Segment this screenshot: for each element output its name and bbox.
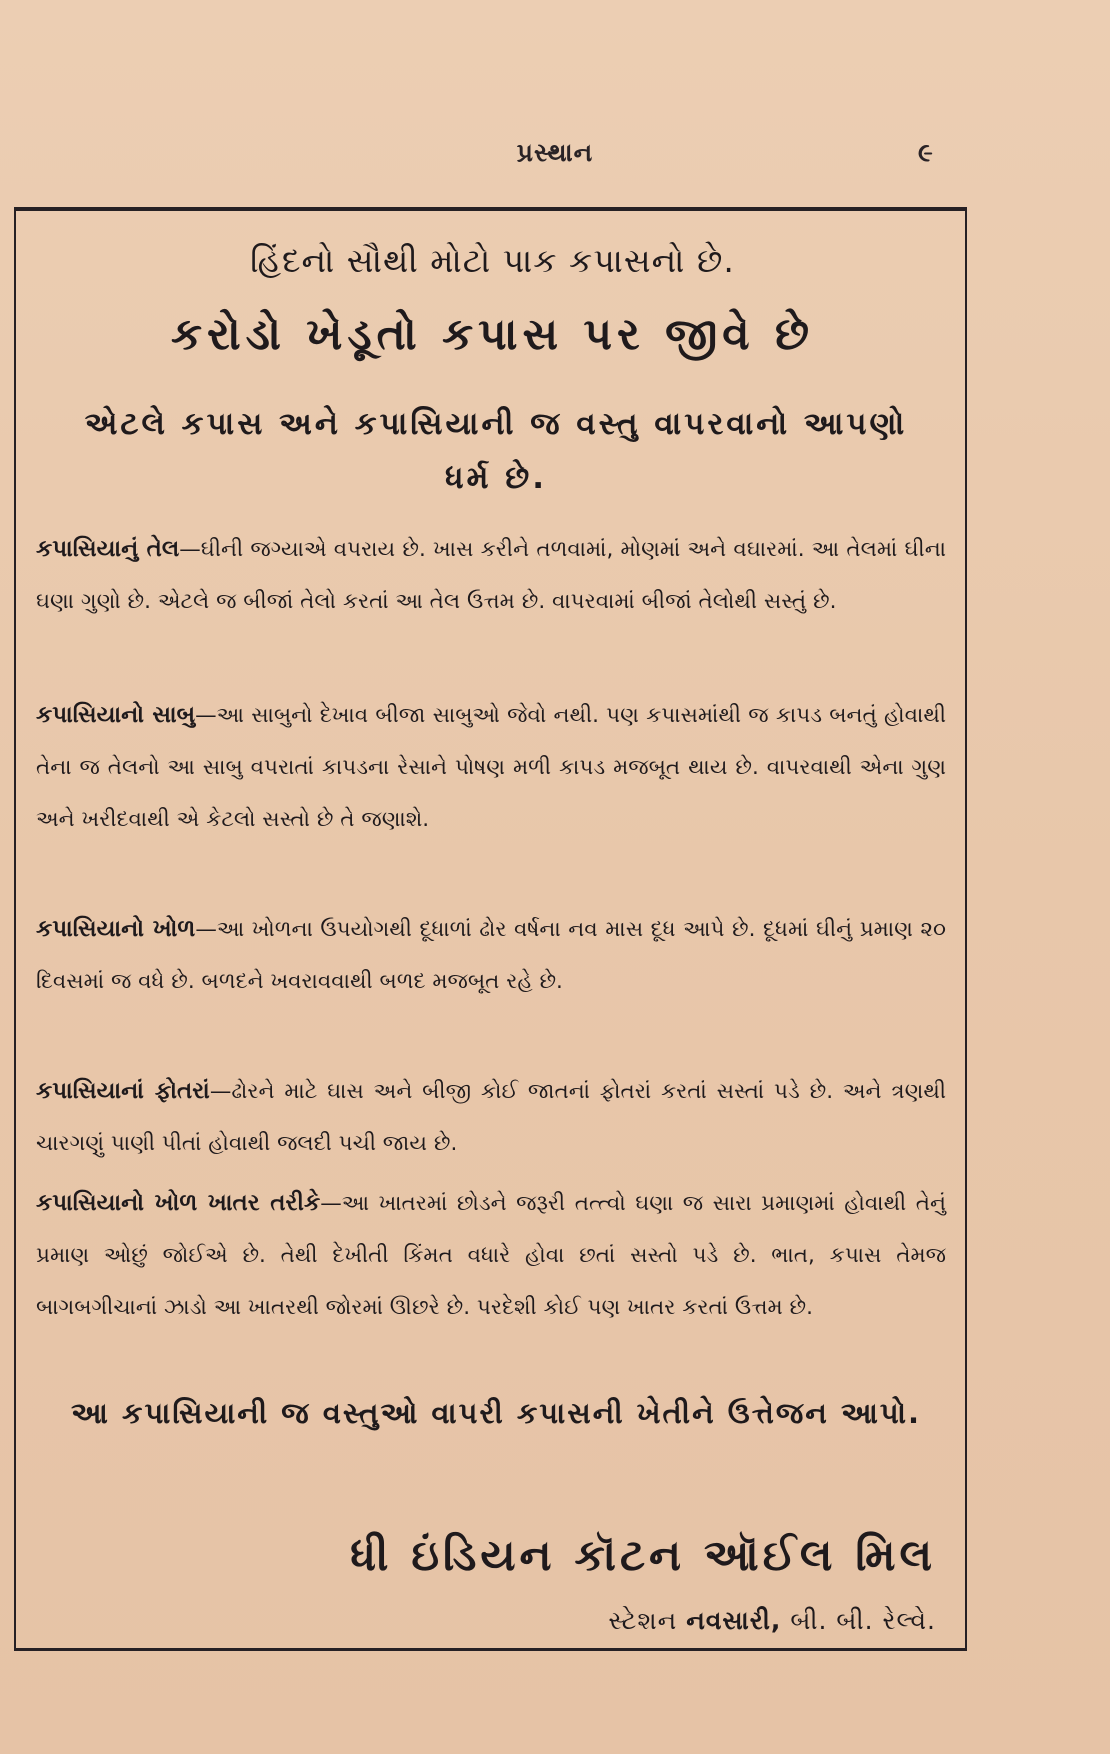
page-header <box>0 138 1110 178</box>
paragraph-text: —આ સાબુનો દેખાવ બીજા સાબુઓ જેવો નથી. પણ કપાસમાંથી જ કાપડ બનતું હોવાથી તેના જ તેલનો આ સાબુ વપરાતાં કાપડના રેસાને પોષણ મળી કાપડ મજબૂત થાય છે. વાપરવાથી એના ગુણ અને ખરીદવાથી એ કેટલો સસ્તો છે તે જણાશે. <box>36 703 946 832</box>
paragraph-lead: કપાસિયાનું તેલ <box>36 536 180 562</box>
running-title: પ્રસ્થાન <box>516 138 594 167</box>
paragraph-text: —આ ખોળના ઉપયોગથી દૂધાળાં ઢોર વર્ષના નવ માસ દૂધ આપે છે. દૂધમાં ઘીનું પ્રમાણ ૨૦ દિવસમાં જ વધે છે. બળદને ખવરાવવાથી બળદ મજબૂત રહે છે. <box>36 917 946 994</box>
paragraph-text: —ઢોરને માટે ઘાસ અને બીજી કોઈ જાતનાં ફોતરાં કરતાં સસ્તાં પડે છે. અને ત્રણથી ચારગણું પાણી પીતાં હોવાથી જલદી પચી જાય છે. <box>36 1079 946 1156</box>
paragraph-text: —આ ખાતરમાં છોડને જરૂરી તત્ત્વો ઘણા જ સારા પ્રમાણમાં હોવાથી તેનું પ્રમાણ ઓછું જોઈએ છે. તેથી દેખીતી કિંમત વધારે હોવા છતાં સસ્તો પડે છે. ભાત, કપાસ તેમજ બાગબગીચાનાં ઝાડો આ ખાતરથી જોરમાં ઊછરે છે. પરદેશી કોઈ પણ ખાતર કરતાં ઉત્તમ છે. <box>36 1191 946 1320</box>
company-name: ધી ઇંડિયન કૉટન ઑઈલ મિલ <box>350 1531 936 1581</box>
headline-main: કરોડો ખેડૂતો કપાસ પર જીવે છે <box>170 309 814 360</box>
paragraph-cottonseed-cake <box>36 903 946 1008</box>
paragraph-lead: કપાસિયાનાં ફોતરાં <box>36 1078 210 1104</box>
paragraph-cake-as-fertilizer <box>36 1177 946 1334</box>
headline-primary: હિંદનો સૌથી મોટો પાક કપાસનો છે. <box>250 241 735 280</box>
address-city: નવસારી, <box>686 1606 782 1635</box>
paragraph-cottonseed-oil <box>36 523 946 628</box>
paragraph-cottonseed-husks <box>36 1065 946 1170</box>
paragraph-text: —ઘીની જગ્યાએ વપરાય છે. ખાસ કરીને તળવામાં, મોણમાં અને વઘારમાં. આ તેલમાં ઘીના ઘણા ગુણો છે. એટલે જ બીજાં તેલો કરતાં આ તેલ ઉત્તમ છે. વાપરવામાં બીજાં તેલોથી સસ્તું છે. <box>36 537 946 614</box>
company-address <box>16 1606 936 1636</box>
address-prefix: સ્ટેશન <box>608 1606 678 1635</box>
paragraph-lead: કપાસિયાનો સાબુ <box>36 702 196 728</box>
paragraph-cottonseed-soap <box>36 689 946 846</box>
headline-duty: એટલે કપાસ અને કપાસિયાની જ વસ્તુ વાપરવાનો આપણો ધર્મ છે. <box>84 406 908 496</box>
paragraph-lead: કપાસિયાનો ખોળ ખાતર તરીકે <box>36 1190 321 1216</box>
closing-appeal: આ કપાસિયાની જ વસ્તુઓ વાપરી કપાસની ખેતીને ઉત્તેજન આપો. <box>71 1396 921 1430</box>
page-number: ૯ <box>918 138 933 167</box>
paragraph-lead: કપાસિયાનો ખોળ <box>36 916 196 942</box>
address-railway: બી. બી. રેલ્વે. <box>790 1606 936 1635</box>
advertisement-box <box>14 207 967 1651</box>
